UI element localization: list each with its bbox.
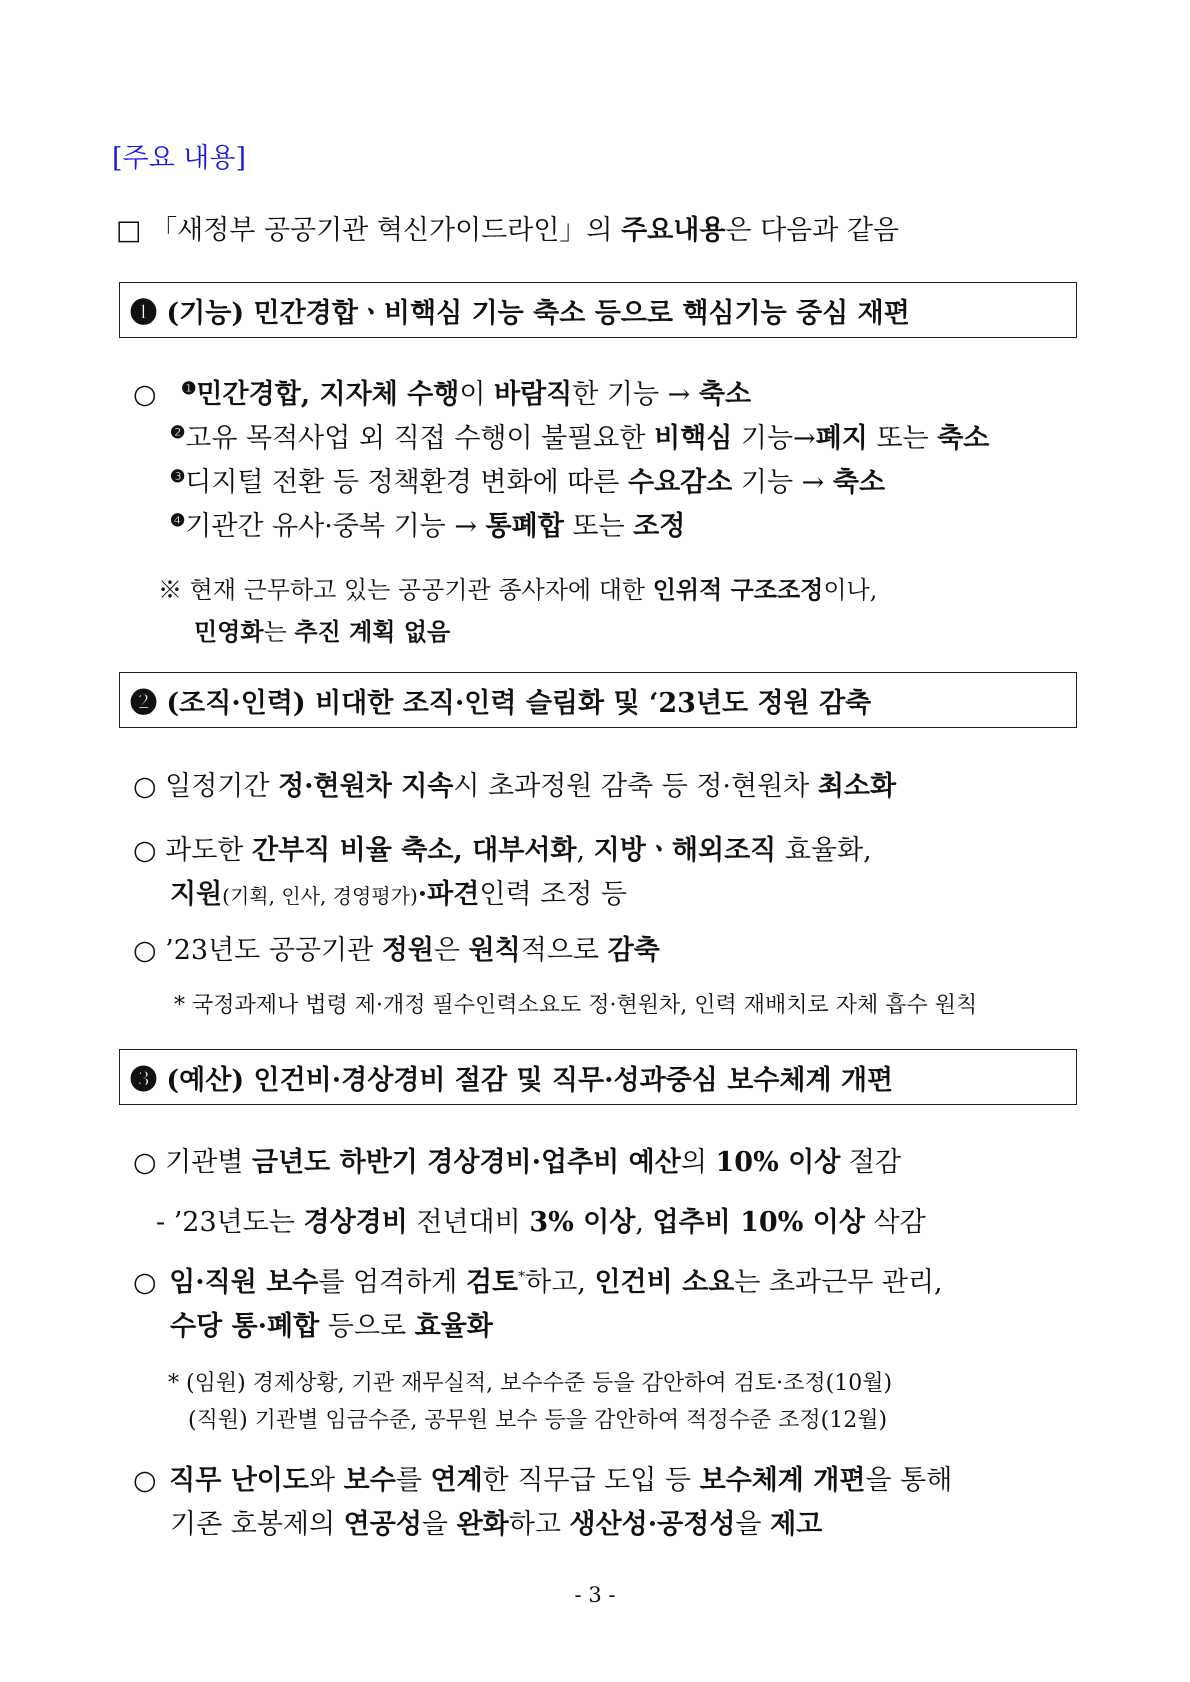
intro-line: □ 「새정부 공공기관 혁신가이드라인」의 주요내용은 다음과 같음: [116, 215, 900, 246]
list-item: ○ 기관별 금년도 하반기 경상경비·업추비 예산의 10% 이상 절감: [133, 1147, 902, 1178]
section-heading: [주요 내용]: [112, 143, 246, 174]
number-1-icon: ❶: [181, 379, 197, 399]
section-1-title-box: ❶ (기능) 민간경합ㆍ비핵심 기능 축소 등으로 핵심기능 중심 재편: [119, 282, 1077, 338]
footnote: * (임원) 경제상황, 기관 재무실적, 보수수준 등을 감안하여 검토·조정(10월): [168, 1371, 893, 1396]
number-2-icon: ❷: [170, 423, 186, 443]
dash-icon: -: [156, 1207, 166, 1238]
sub-item: - ’23년도는 경상경비 전년대비 3% 이상, 업추비 10% 이상 삭감: [156, 1207, 926, 1238]
bullet-icon: ○: [133, 1147, 157, 1178]
asterisk-icon: *: [174, 993, 185, 1018]
number-4-icon: ❹: [170, 511, 186, 531]
section-2-title-box: ❷ (조직·인력) 비대한 조직·인력 슬림화 및 ‘23년도 정원 감축: [119, 672, 1077, 728]
list-item: ○ 일정기간 정·현원차 지속시 초과정원 감축 등 정·현원차 최소화: [133, 771, 897, 802]
footnote: * 국정과제나 법령 제·개정 필수인력소요도 정·현원차, 인력 재배치로 자체 흡수 원칙: [174, 993, 978, 1018]
list-item: $^❷$고유 목적사업 외 직접 수행이 불필요한 비핵심 기능→폐지 또는 축소: [170, 423, 990, 454]
page-number: - 3 -: [574, 1583, 616, 1607]
bullet-icon: ○: [133, 935, 157, 966]
list-item: ○ 직무 난이도와 보수를 연계한 직무급 도입 등 보수체계 개편을 통해: [133, 1465, 953, 1496]
list-item: ○ 임·직원 보수를 엄격하게 검토*하고, 인건비 소요는 초과근무 관리,: [133, 1267, 943, 1298]
list-item-cont: 수당 통·폐합 등으로 효율화: [170, 1311, 493, 1342]
list-item-cont: 지원(기획, 인사, 경영평가)·파견인력 조정 등: [170, 879, 627, 910]
reference-note-cont: 민영화는 추진 계획 없음: [194, 617, 451, 646]
list-item: $^❸$디지털 전환 등 정책환경 변화에 따른 수요감소 기능 → 축소: [170, 467, 886, 498]
bullet-icon: ○: [133, 1465, 157, 1496]
list-item: $^❹$기관간 유사·중복 기능 → 통폐합 또는 조정: [170, 511, 686, 542]
asterisk-icon: *: [518, 1269, 526, 1285]
list-item: ○ $^❶$민간경합, 지자체 수행이 바람직한 기능 → 축소: [133, 379, 752, 410]
bullet-icon: ○: [133, 1267, 157, 1298]
footnote-cont: (직원) 기관별 임금수준, 공무원 보수 등을 감안하여 적정수준 조정(12월): [188, 1408, 888, 1433]
guideline-title: 「새정부 공공기관 혁신가이드라인」: [150, 215, 587, 246]
section-3-title-box: ❸ (예산) 인건비·경상경비 절감 및 직무·성과중심 보수체계 개편: [119, 1049, 1077, 1105]
bullet-icon: ○: [133, 771, 157, 802]
reference-mark-icon: ※: [158, 576, 182, 604]
number-3-icon: ❸: [170, 467, 186, 487]
bullet-icon: ○: [133, 835, 157, 866]
list-item: ○ ’23년도 공공기관 정원은 원칙적으로 감축: [133, 935, 660, 966]
list-item: ○ 과도한 간부직 비율 축소, 대부서화, 지방ㆍ해외조직 효율화,: [133, 835, 872, 866]
reference-note: ※ 현재 근무하고 있는 공공기관 종사자에 대한 인위적 구조조정이나,: [158, 575, 878, 604]
bullet-icon: ○: [133, 379, 157, 410]
checkbox-icon: □: [116, 215, 142, 246]
list-item-cont: 기존 호봉제의 연공성을 완화하고 생산성·공정성을 제고: [170, 1509, 823, 1540]
